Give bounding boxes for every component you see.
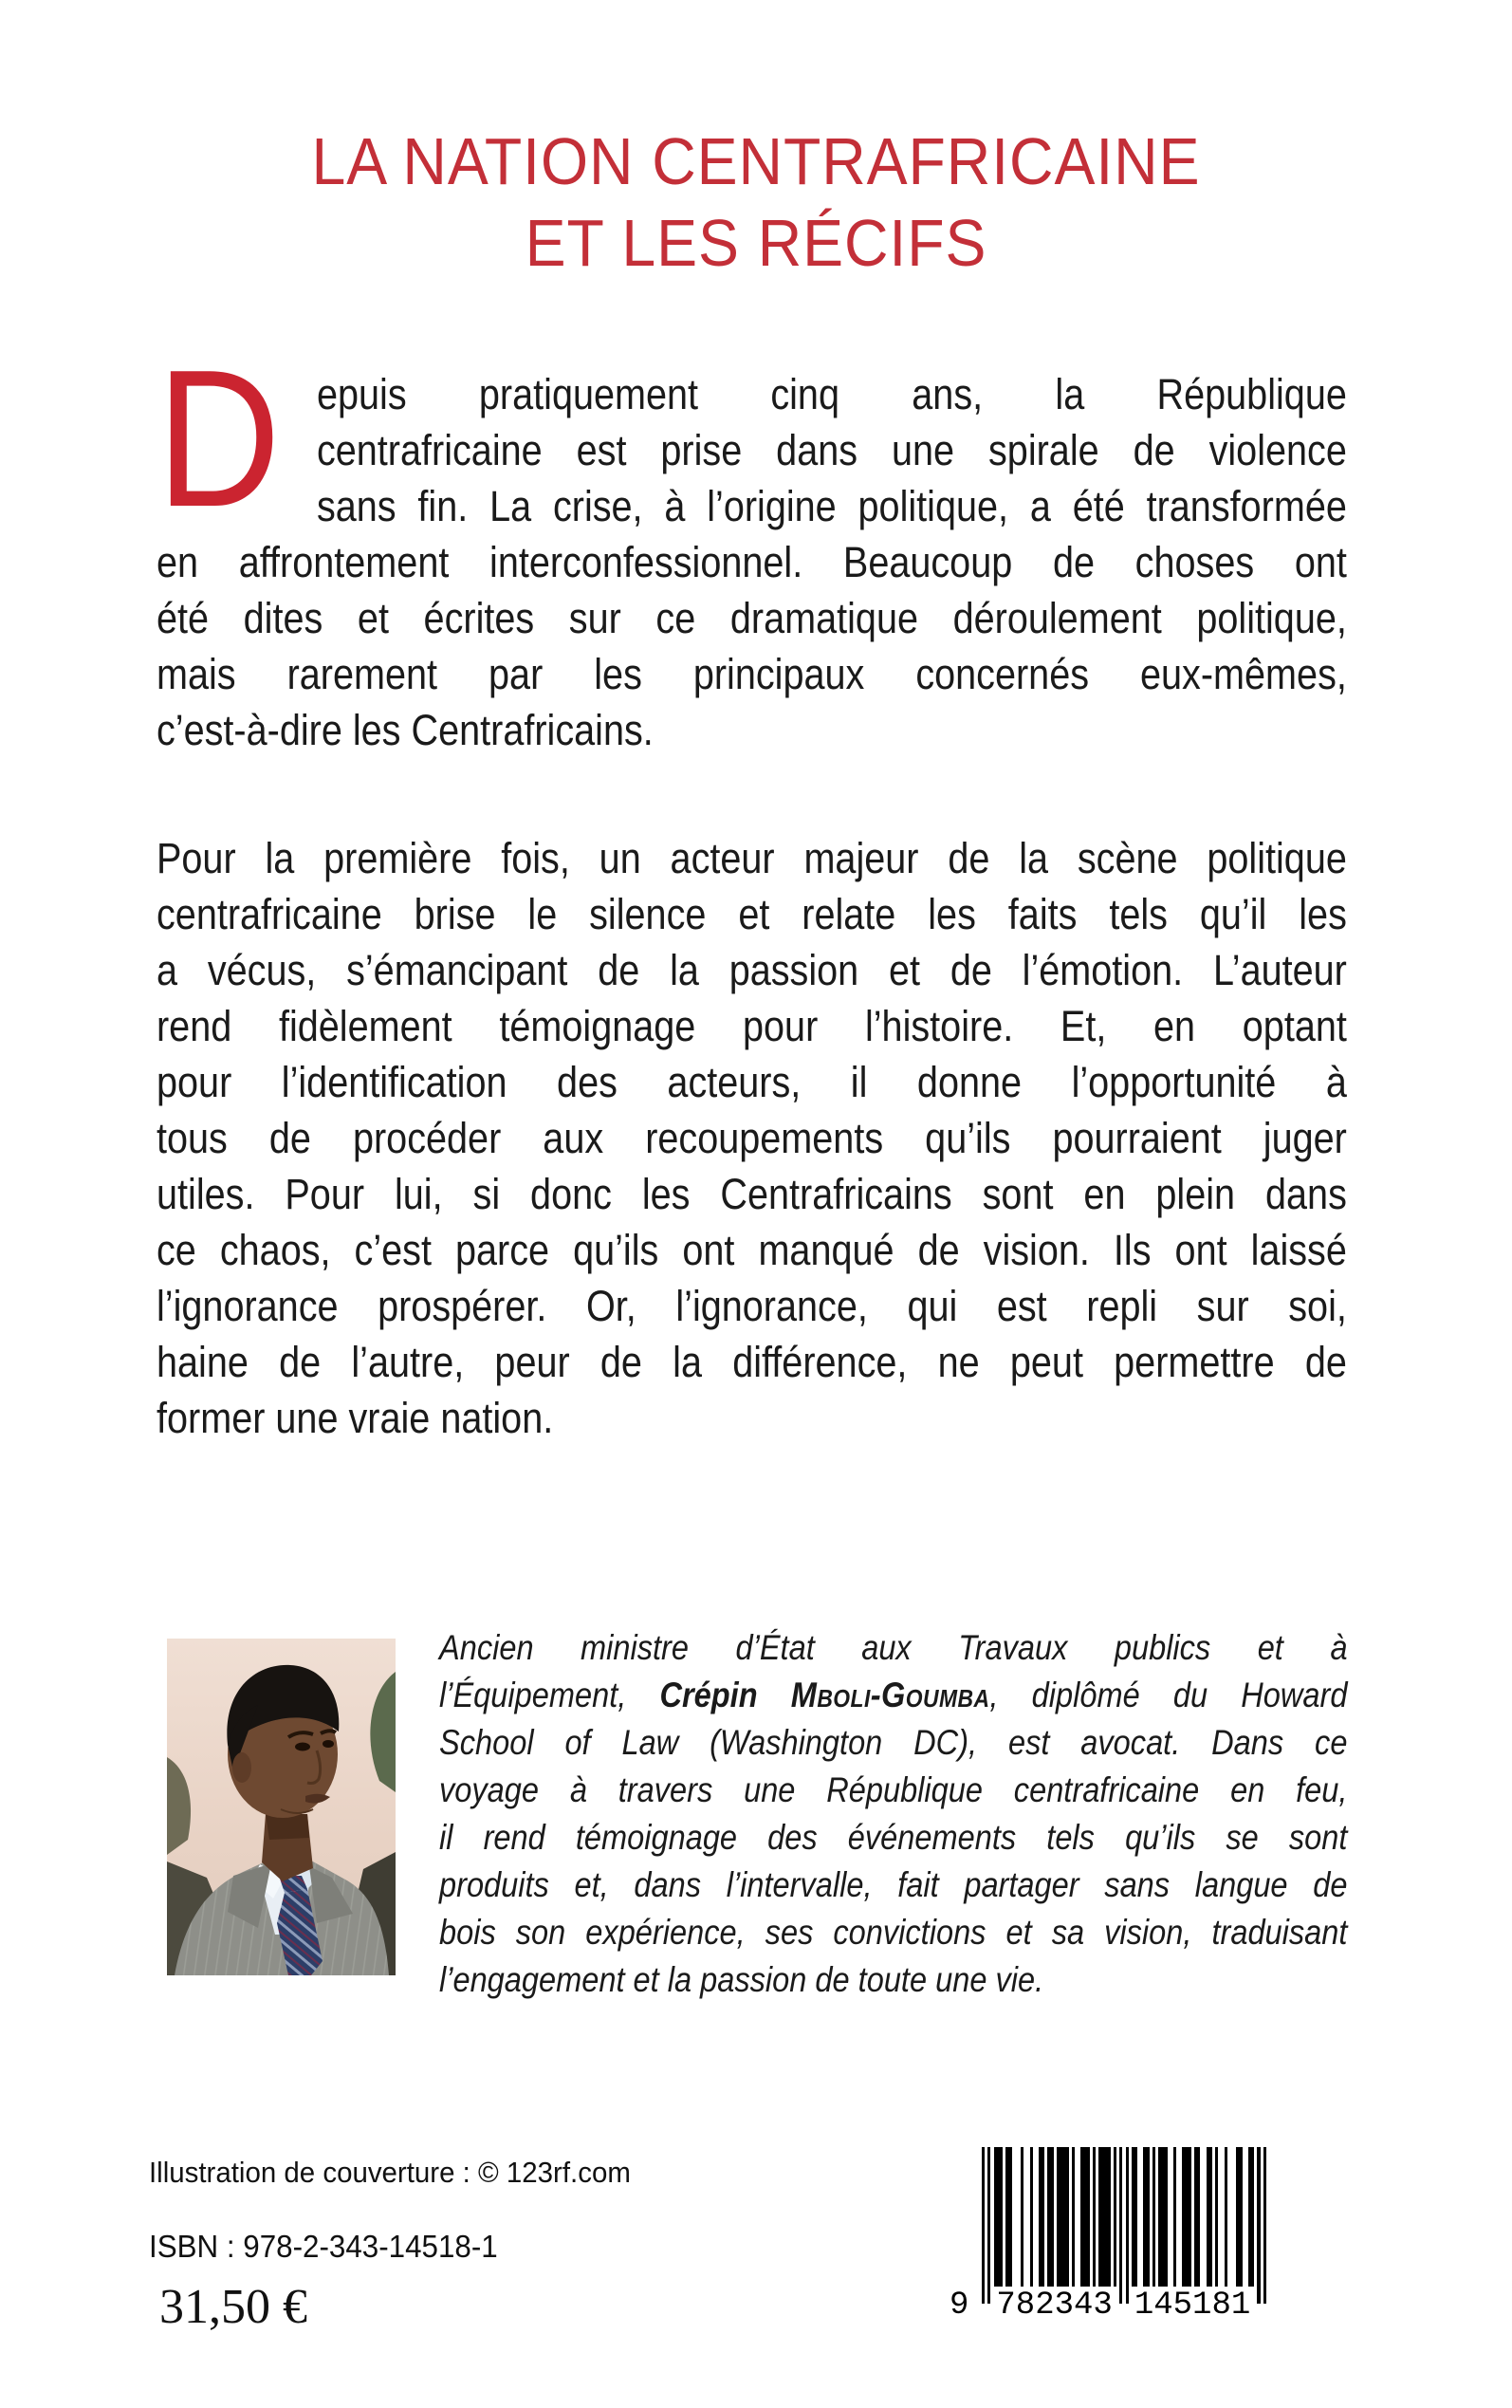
author-portrait-graphic bbox=[167, 1639, 396, 1975]
text-line: il rend témoignage des événements tels qu’ils se sont bbox=[439, 1818, 1348, 1857]
book-title-line2: ET LES RÉCIFS bbox=[525, 206, 987, 280]
synopsis-paragraph-1 bbox=[157, 329, 1347, 758]
author-surname: Mboli-Goumba bbox=[790, 1676, 990, 1714]
price: 31,50 € bbox=[159, 2280, 307, 2334]
bio-name-suffix: , diplômé du Howard bbox=[989, 1676, 1348, 1714]
text-line: produits et, dans l’intervalle, fait partager sans langue de bbox=[439, 1865, 1348, 1904]
barcode-digits-right: 145181 bbox=[1134, 2288, 1251, 2324]
text-line: pour l’identification des acteurs, il donne l’opportunité à bbox=[157, 1058, 1347, 1106]
text-line: c’est-à-dire les Centrafricains. bbox=[157, 706, 654, 754]
bio-name-prefix: l’Équipement, bbox=[439, 1676, 660, 1714]
isbn-number: ISBN : 978-2-343-14518-1 bbox=[149, 2229, 498, 2264]
text-line: epuis pratiquement cinq ans, la République bbox=[316, 370, 1347, 418]
author-photo bbox=[167, 1639, 396, 1975]
text-line: centrafricaine brise le silence et relate les faits tels qu’il les bbox=[157, 890, 1347, 938]
text-line: a vécus, s’émancipant de la passion et de l’émotion. L’auteur bbox=[157, 946, 1347, 994]
text-line: sans fin. La crise, à l’origine politique, a été transformée bbox=[316, 482, 1347, 530]
barcode bbox=[982, 2147, 1266, 2304]
text-line: Pour la première fois, un acteur majeur de la scène politique bbox=[157, 834, 1347, 882]
text-line: Ancien ministre d’État aux Travaux publics et à bbox=[439, 1628, 1348, 1667]
text-line: voyage à travers une République centrafricaine en feu, bbox=[439, 1770, 1348, 1809]
text-line: bois son expérience, ses convictions et sa vision, traduisant bbox=[439, 1913, 1348, 1952]
barcode-digits bbox=[950, 2289, 1250, 2322]
author-name: Crépin Mboli-Goumba bbox=[659, 1676, 990, 1714]
bio-lines-rest bbox=[439, 1719, 1347, 2004]
bio-name-line bbox=[439, 1672, 1347, 1719]
barcode-digits-left: 782343 bbox=[996, 2288, 1113, 2324]
text-line: rend fidèlement témoignage pour l’histoire. Et, en optant bbox=[157, 1002, 1347, 1050]
text-line: été dites et écrites sur ce dramatique déroulement politique, bbox=[157, 594, 1347, 642]
text-line: ce chaos, c’est parce qu’ils ont manqué de vision. Ils ont laissé bbox=[157, 1226, 1347, 1274]
text-line: utiles. Pour lui, si donc les Centrafricains sont en plein dans bbox=[157, 1170, 1347, 1218]
book-title bbox=[61, 120, 1451, 284]
text-line: former une vraie nation. bbox=[157, 1394, 554, 1442]
barcode-bars bbox=[982, 2147, 1266, 2304]
barcode-digit-lead: 9 bbox=[950, 2288, 969, 2324]
text-line: l’engagement et la passion de toute une vie. bbox=[439, 1960, 1044, 1999]
bio-lines-top bbox=[439, 1624, 1347, 1672]
dropcap-letter: D bbox=[157, 329, 281, 547]
text-line: haine de l’autre, peur de la différence, ne peut permettre de bbox=[157, 1338, 1347, 1386]
text-line: l’ignorance prospérer. Or, l’ignorance, qui est repli sur soi, bbox=[157, 1282, 1347, 1330]
text-line: en affrontement interconfessionnel. Beaucoup de choses ont bbox=[157, 538, 1347, 586]
synopsis-paragraph-2 bbox=[157, 830, 1347, 1446]
text-line: tous de procéder aux recoupements qu’ils pourraient juger bbox=[157, 1114, 1347, 1162]
author-bio bbox=[439, 1624, 1347, 2004]
text-line: School of Law (Washington DC), est avocat. Dans ce bbox=[439, 1723, 1348, 1762]
cover-illustration-credit: Illustration de couverture : © 123rf.com bbox=[149, 2156, 631, 2189]
book-title-line1: LA NATION CENTRAFRICAINE bbox=[311, 124, 1201, 198]
text-line: mais rarement par les principaux concernés eux-mêmes, bbox=[157, 650, 1347, 698]
text-line: centrafricaine est prise dans une spirale de violence bbox=[316, 426, 1347, 474]
